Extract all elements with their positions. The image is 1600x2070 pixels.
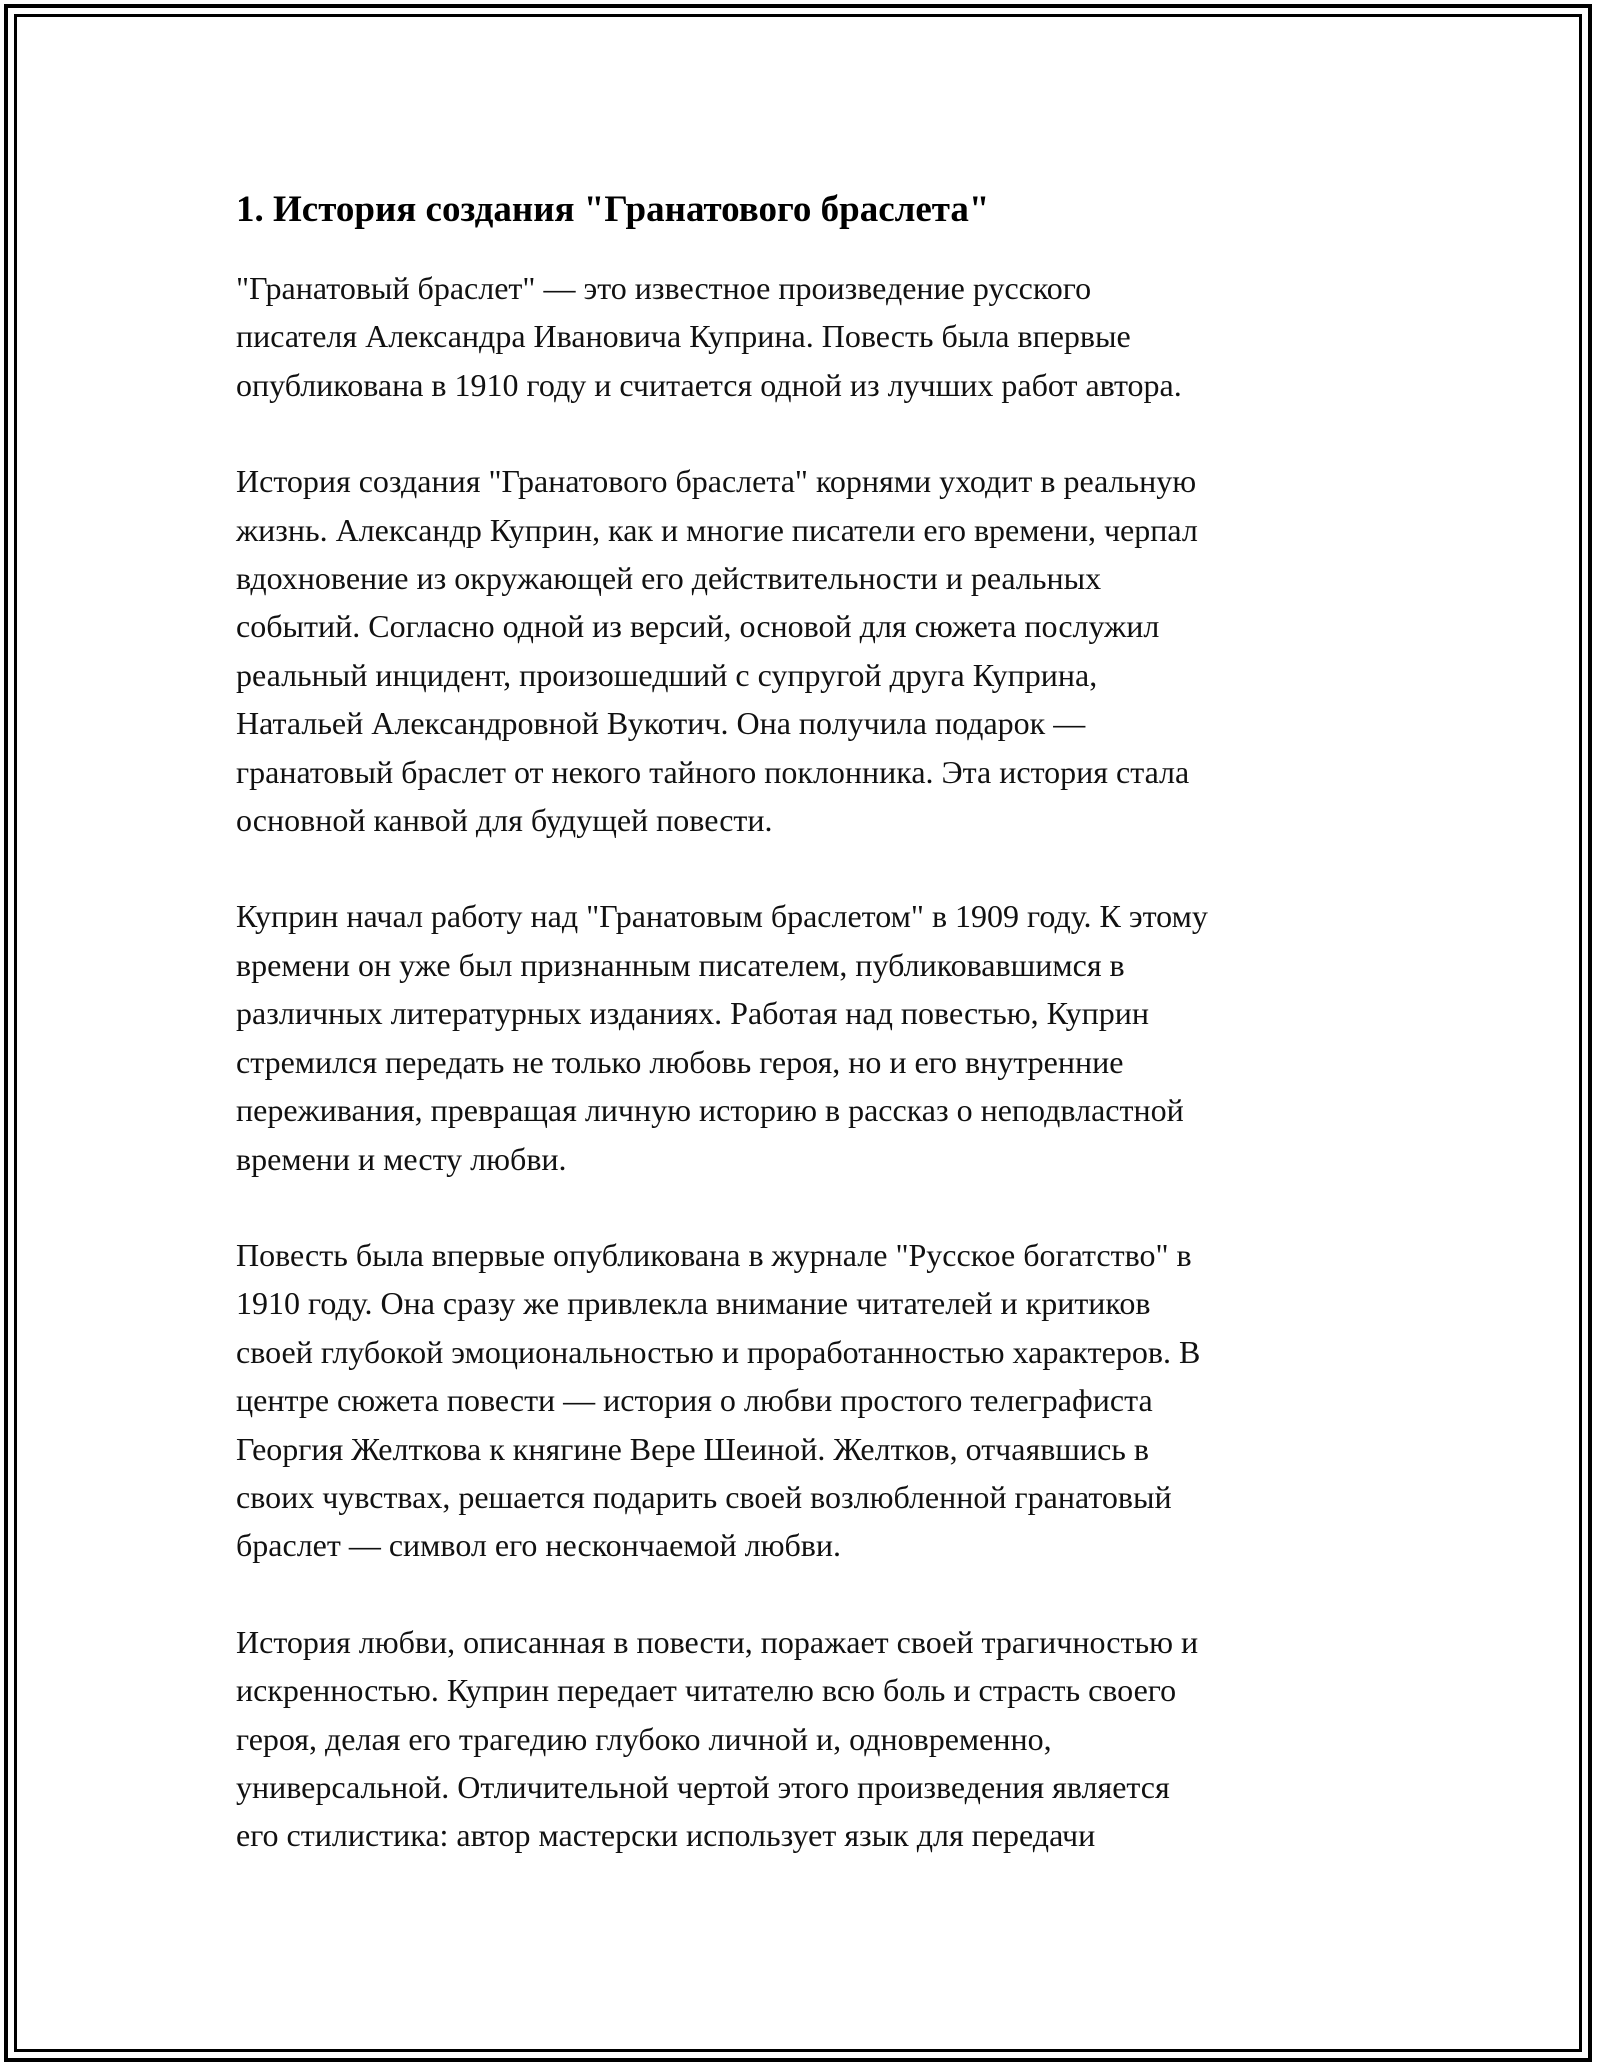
text-line: времени и месту любви. bbox=[236, 1140, 567, 1177]
text-line: различных литературных изданиях. Работая над повестью, Куприн bbox=[236, 995, 1149, 1032]
text-line: 1910 году. Она сразу же привлекла внимание читателей и критиков bbox=[236, 1285, 1151, 1322]
paragraph-4 bbox=[236, 1231, 1386, 1570]
text-line: браслет — символ его нескончаемой любви. bbox=[236, 1527, 842, 1564]
text-line: искренностью. Куприн передает читателю всю боль и страсть своего bbox=[236, 1672, 1177, 1709]
text-line: стремился передать не только любовь героя, но и его внутренние bbox=[236, 1043, 1124, 1080]
paragraph-3 bbox=[236, 892, 1386, 1182]
text-line: опубликована в 1910 году и считается одной из лучших работ автора. bbox=[236, 366, 1182, 403]
text-line: вдохновение из окружающей его действительности и реальных bbox=[236, 560, 1102, 597]
paragraph-1 bbox=[236, 264, 1386, 409]
text-line: жизнь. Александр Куприн, как и многие писатели его времени, черпал bbox=[236, 511, 1198, 548]
text-line: гранатовый браслет от некого тайного поклонника. Эта история стала bbox=[236, 753, 1190, 790]
text-line: Натальей Александровной Вукотич. Она получила подарок — bbox=[236, 705, 1086, 742]
text-line: событий. Согласно одной из версий, основой для сюжета послужил bbox=[236, 608, 1160, 645]
text-line: героя, делая его трагедию глубоко личной и, одновременно, bbox=[236, 1720, 1052, 1757]
text-line: Георгия Желткова к княгине Вере Шеиной. Желтков, отчаявшись в bbox=[236, 1430, 1149, 1467]
text-line: переживания, превращая личную историю в рассказ о неподвластной bbox=[236, 1092, 1184, 1129]
text-line: реальный инцидент, произошедший с супругой друга Куприна, bbox=[236, 656, 1098, 693]
text-line: основной канвой для будущей повести. bbox=[236, 802, 773, 839]
text-line: История любви, описанная в повести, поражает своей трагичностью и bbox=[236, 1623, 1199, 1660]
text-line: центре сюжета повести — история о любви простого телеграфиста bbox=[236, 1382, 1153, 1419]
text-line: Повесть была впервые опубликована в журнале "Русское богатство" в bbox=[236, 1236, 1192, 1273]
text-line: времени он уже был признанным писателем, публиковавшимся в bbox=[236, 946, 1125, 983]
paragraph-list bbox=[236, 264, 1386, 1860]
text-line: История создания "Гранатового браслета" корнями уходит в реальную bbox=[236, 463, 1197, 500]
text-line: "Гранатовый браслет" — это известное произведение русского bbox=[236, 270, 1092, 306]
section-heading: 1. История создания "Гранатового браслета" bbox=[236, 189, 990, 230]
document-body bbox=[236, 186, 1386, 1908]
text-line: его стилистика: автор мастерски использует язык для передачи bbox=[236, 1817, 1096, 1854]
text-line: универсальной. Отличительной чертой этого произведения является bbox=[236, 1768, 1170, 1805]
text-line: Куприн начал работу над "Гранатовым браслетом" в 1909 году. К этому bbox=[236, 898, 1208, 935]
paragraph-2 bbox=[236, 457, 1386, 844]
paragraph-5 bbox=[236, 1618, 1386, 1860]
text-line: писателя Александра Ивановича Куприна. Повесть была впервые bbox=[236, 318, 1131, 355]
text-line: своих чувствах, решается подарить своей возлюбленной гранатовый bbox=[236, 1478, 1172, 1515]
text-line: своей глубокой эмоциональностью и проработанностью характеров. В bbox=[236, 1333, 1201, 1370]
